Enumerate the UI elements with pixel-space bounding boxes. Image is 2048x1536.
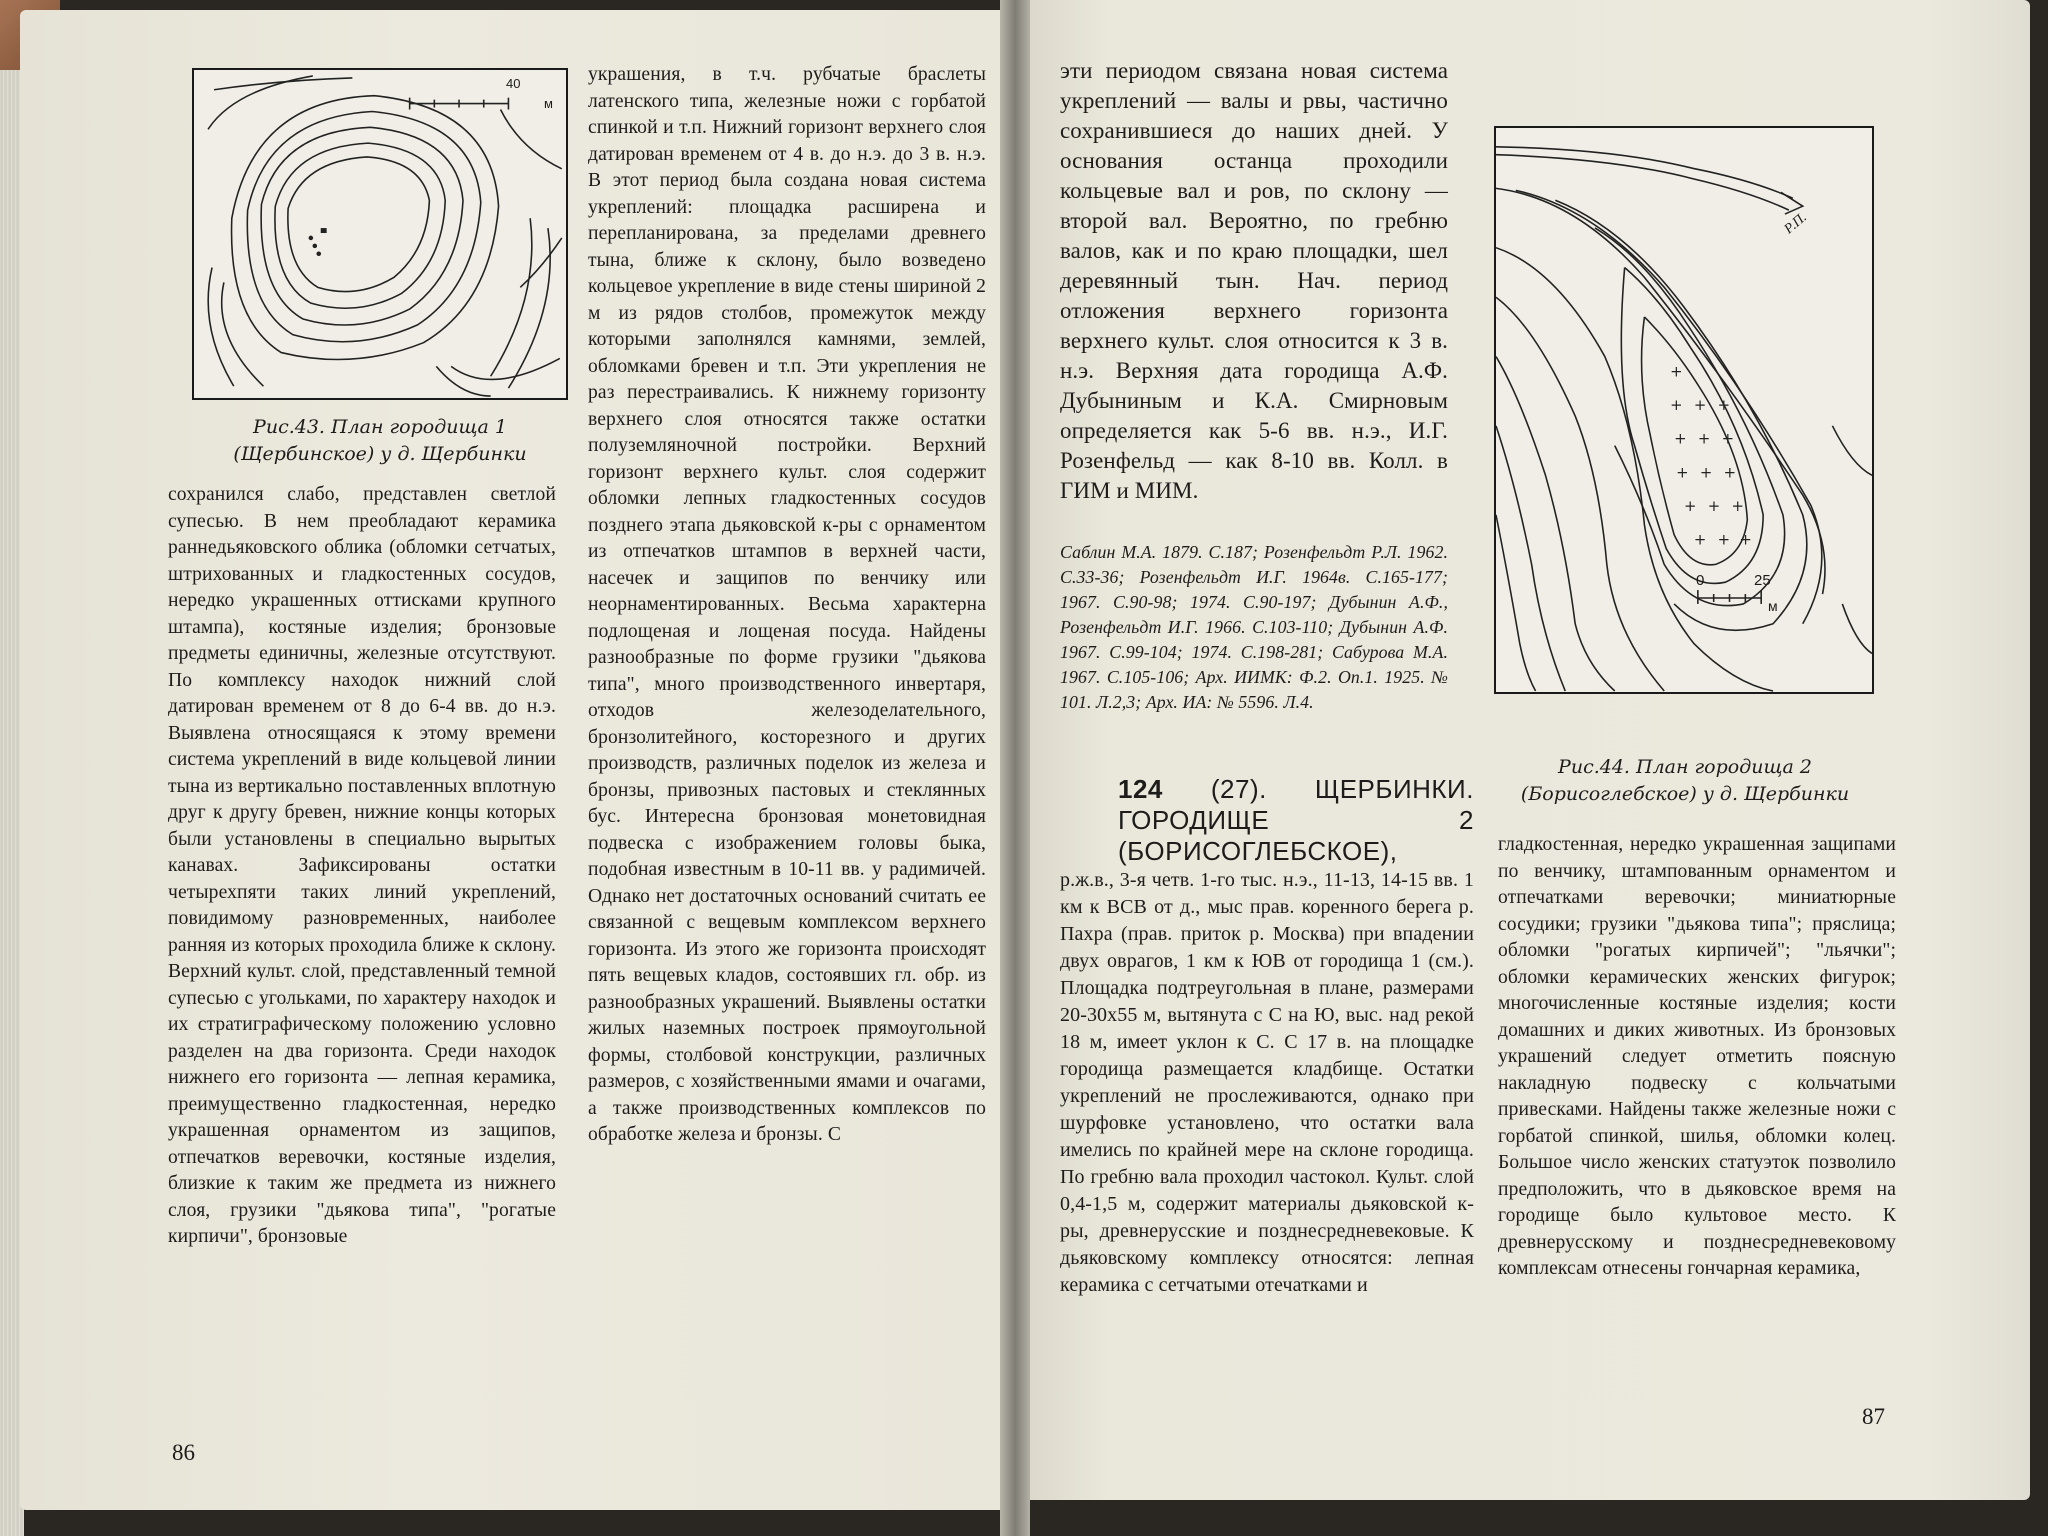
svg-text:+: +	[1693, 397, 1707, 414]
right-page-column-1-top	[1060, 56, 1448, 715]
figure-44-caption	[1492, 754, 1878, 808]
references: Саблин М.А. 1879. С.187; Розенфельдт Р.Л. 1962. С.33-36; Розенфельдт И.Г. 1964в. С.165-177; 1967. С.90-98; 1974. С.90-197; Дубынин А.Ф., Розенфельдт И.Г. 1966. С.103-110; Дубынин А.Ф. 1967. С.99-104; 1974. С.198-281; Сабурова М.А. 1967. С.105-106; Арх. ИИМК: Ф.2. Оп.1. 1925. № 101. Л.2,3; Арх. ИА: № 5596. Л.4.	[1060, 542, 1448, 712]
figure-44-scale-zero: 0	[1696, 572, 1705, 589]
right-page	[1030, 0, 2030, 1500]
svg-text:+: +	[1676, 464, 1689, 482]
right-page-entry	[1060, 774, 1474, 1299]
svg-text:+: +	[1674, 430, 1687, 448]
book-gutter	[1000, 0, 1030, 1536]
svg-text:+: +	[1717, 397, 1731, 414]
svg-text:+: +	[1697, 430, 1711, 448]
figure-44-caption-line2: (Борисоглебское) у д. Щербинки	[1520, 783, 1850, 805]
svg-text:+: +	[1721, 430, 1735, 448]
svg-text:+: +	[1739, 531, 1752, 549]
page-number-left: 86	[172, 1440, 195, 1465]
svg-text:+: +	[1717, 531, 1731, 549]
column-2-bottom-text: гладкостенная, нередко украшенная защипами по венчику, штампованным орнаментом и отпечатками веревочки; миниатюрные сосудики; грузики "дьякова типа"; пряслица; обломки "рогатых кирпичей"; "льячки"; обломки керамических женских фигурок; многочисленные костяные изделия; кости домашних и диких животных. Из бронзовых украшений следует отметить поясную накладную подвеску с кольчатыми привесками. Найдены также железные ножи с горбатой спинкой, шилья, обломки колец. Большое число женских статуэток позволило предположить, что в дьяковское время на городище было культовое место. К древнерусскому и позднесредневековому комплексам отнесены гончарная керамика,	[1498, 834, 1896, 1279]
entry-body: р.ж.в., 3-я четв. 1-го тыс. н.э., 11-13, 14-15 вв. 1 км к ВСВ от д., мыс прав. коренного берега р. Пахра (прав. приток р. Москва) при впадении двух оврагов, 1 км к ЮВ от городища 1 (см.). Площадка подтреугольная в плане, размерами 20-30х55 м, вытянута с С на Ю, выс. над рекой 18 м, имеет уклон к С. С 17 в. на площадке городища размещается кладбище. Остатки укреплений не прослеживаются, однако при шурфовке установлено, что остатки вала имелись по крайней мере на склоне городища. По гребню вала проходил частокол. Культ. слой 0,4-1,5 м, содержит материалы дьяковской к-ры, древнерусские и позднесредневековые. К дьяковскому комплексу относятся: лепная керамика с сетчатыми отечатками и	[1060, 869, 1474, 1296]
figure-44-scale-max: 25	[1754, 572, 1771, 589]
column-1-top-text: эти периодом связана новая система укреплений — валы и рвы, частично сохранившиеся до наших дней. У основания останца проходили кольцевые вал и ров, по склону — второй вал. Вероятно, по гребню валов, как и по краю площадки, шел деревянный тын. Нач. период отложения верхнего горизонта верхнего культ. слоя относится к 3 в. н.э. Верхняя дата городища А.Ф. Дубыниным и К.А. Смирновым определяется как 5-6 вв. н.э., И.Г. Розенфельд — как 8-10 вв. Колл. в ГИМ и МИМ.	[1060, 58, 1448, 503]
entry-sub: (27).	[1210, 774, 1267, 804]
svg-text:+: +	[1731, 497, 1744, 515]
svg-text:+: +	[1693, 531, 1707, 549]
page-number-right: 87	[1862, 1404, 1885, 1429]
column-2-text: украшения, в т.ч. рубчатые браслеты латенского типа, железные ножи с горбатой спинкой и т.п. Нижний горизонт верхнего слоя датирован временем от 4 в. до н.э. до 3 в. н.э. В этот период была создана новая система укреплений: площадка расширена и перепланирована, за пределами древнего тына, ближе к склону, было возведено кольцевое укрепление в виде стены шириной 2 м из рядов столбов, промежуток между которыми заполнялся камнями, землей, обломками бревен и т.п. Эти укрепления не раз перестраивались. К нижнему горизонту верхнего слоя относятся также остатки полуземляночной постройки. Верхний горизонт верхнего культ. слоя содержит обломки лепных гладкостенных сосудов позднего этапа дьяковской к-ры с орнаментом из отпечатков штампов в верхней части, насечек и защипов по венчику или неорнаментированных. Весьма характерна подлощеная и лощеная посуда. Найдены разнообразные по форме грузики "дьякова типа", много производственного инвертаря, отходов железоделательного, бронзолитейного, косторезного и других производств, различных поделок из железа и бронзы, привозных пастовых и стеклянных бус. Интересна бронзовая монетовидная подвеска с изображением головы быка, подобная известным в 10-11 вв. у радимичей. Однако нет достаточных оснований считать ее связанной с вещевым комплексом верхнего горизонта. Из этого же горизонта происходят пять вещевых кладов, состоявших гл. обр. из разнообразных украшений. Выявлены остатки жилых наземных построек прямоугольной формы, столбовой конструкции, различных размеров, с хозяйственными ямами и очагами, а также производственных комплексов по обработке железа и бронзы. С	[588, 64, 986, 1145]
figure-43-map	[192, 68, 568, 400]
figure-44-caption-line1: Рис.44. План городища 2	[1558, 756, 1812, 778]
svg-text:+: +	[1684, 497, 1697, 515]
left-page	[20, 10, 1000, 1510]
svg-text:+: +	[1707, 497, 1721, 515]
left-page-column-1	[168, 482, 556, 1251]
svg-text:+: +	[1723, 464, 1737, 482]
entry-number: 124	[1118, 774, 1163, 804]
entry-title: ЩЕРБИНКИ. ГОРОДИЩЕ 2 (БОРИСОГЛЕБСКОЕ),	[1118, 774, 1474, 866]
figure-44-map	[1494, 126, 1874, 694]
figure-44-scale-unit: м	[1768, 598, 1778, 614]
left-page-column-2	[588, 62, 986, 1149]
column-1-text: сохранился слабо, представлен светлой супесью. В нем преобладают керамика раннедьяковского облика (обломки сетчатых, штрихованных и гладкостенных сосудов, нередко украшенных оттисками крупного штампа), костяные изделия; бронзовые предметы единичны, железные отсутствуют. По комплексу находок нижний слой датирован временем от 8 до 6-4 вв. до н.э. Выявлена относящаяся к этому времени система укреплений в виде кольцевой линии тына из вертикально поставленных вплотную друг к другу бревен, нижние концы которых были установлены в специально вырытых канавах. Зафиксированы остатки четырехпяти таких линий укреплений, повидимому разновременных, наиболее ранняя из которых проходила ближе к склону. Верхний культ. слой, представленный темной супесью с угольками, по характеру находок и их стратиграфическому положению условно разделен на два горизонта. Среди находок нижнего его горизонта — лепная керамика, преимущественно гладкостенная, нередко украшенная орнаментом из защипов, отпечатков веревочки, костяные изделия, близкие к таким же предмета из нижнего слоя, грузики "дьякова типа", "рогатые кирпичи", бронзовые	[168, 484, 556, 1247]
right-page-column-2-bottom	[1498, 832, 1896, 1283]
figure-43-scale-max: 40	[506, 76, 521, 91]
svg-text:+: +	[1670, 397, 1683, 414]
book-spread	[20, 0, 2030, 1536]
svg-text:+: +	[1699, 464, 1713, 482]
figure-44-plan	[1496, 128, 1872, 692]
figure-43-caption-line2: (Щербинское) у д. Щербинки	[233, 443, 527, 465]
figure-43-caption-line1: Рис.43. План городища 1	[253, 416, 507, 438]
figure-43-scale-unit: м	[544, 96, 553, 111]
entry-heading	[1060, 774, 1474, 867]
figure-43-plan	[194, 70, 566, 398]
figure-44-river-label: Р.П.	[1781, 210, 1810, 238]
svg-text:+: +	[1670, 363, 1683, 381]
figure-43-caption	[192, 414, 568, 468]
